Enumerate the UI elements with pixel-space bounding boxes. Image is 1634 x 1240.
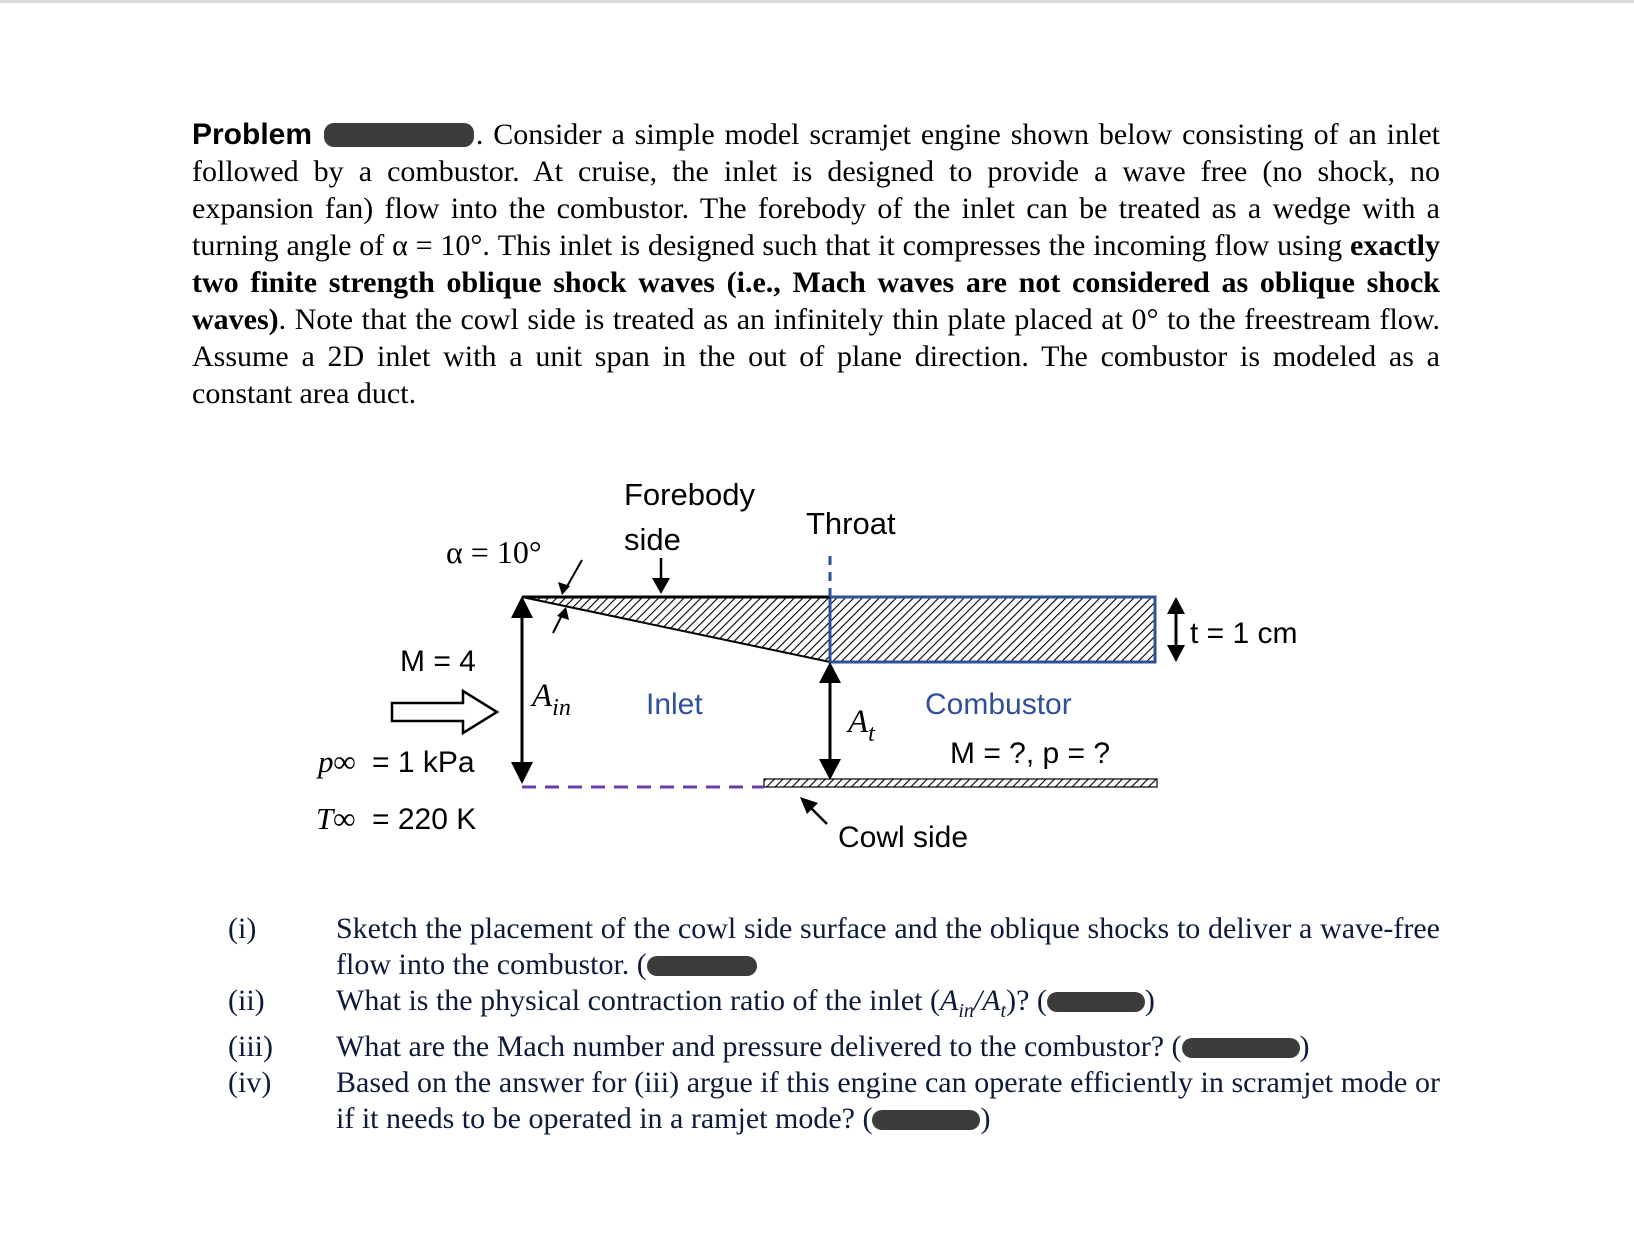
redaction-mark — [872, 1110, 980, 1130]
t-inf-symbol: T∞ — [316, 801, 356, 836]
ain-label-sub: in — [552, 695, 571, 721]
question-text-body: What is the physical contraction ratio of the inlet ( — [336, 984, 940, 1017]
combustor-label: Combustor — [925, 688, 1072, 721]
thickness-label: t = 1 cm — [1190, 617, 1298, 650]
problem-text-2: . Note that the cowl side is treated as an infinitely thin plate placed at 0° to the freestream flow. Assume a 2D inlet with a unit span in the out of plane direction. The combustor is modeled as a constant area duct. — [192, 303, 1440, 410]
at-label — [846, 704, 876, 747]
throat-label: Throat — [806, 506, 896, 541]
at-arrowhead-top — [819, 662, 841, 683]
freestream-arrow — [392, 691, 497, 733]
forebody-wedge — [522, 597, 830, 662]
math-sub-t: t — [1000, 1000, 1007, 1022]
problem-lead: Problem — [192, 118, 313, 151]
p-inf-symbol: p∞ — [318, 744, 356, 779]
at-label-sub: t — [868, 721, 875, 747]
forebody-arrowhead — [652, 578, 670, 594]
question-text-body: Sketch the placement of the cowl side surface and the oblique shocks to deliver a wave-free flow into the combustor. ( — [336, 912, 1440, 981]
cowl-plate — [764, 779, 1157, 787]
redaction-mark — [647, 956, 757, 976]
cowl-side-label: Cowl side — [838, 821, 969, 854]
t-inf-value: = 220 K — [372, 803, 477, 836]
forebody-side-label: side — [624, 522, 681, 557]
ain-label — [530, 678, 571, 721]
question-number: (ii) — [228, 984, 265, 1017]
question-item — [228, 911, 1440, 983]
question-item — [228, 983, 1440, 1029]
mach-label: M = 4 — [400, 645, 476, 678]
p-inf-value: = 1 kPa — [372, 746, 475, 779]
at-arrowhead-bottom — [819, 759, 841, 780]
question-list — [228, 911, 1440, 1137]
inlet-label: Inlet — [646, 688, 703, 721]
at-label-main: A — [848, 704, 869, 740]
question-text — [336, 1065, 1440, 1137]
math-slash: /A — [973, 984, 1001, 1017]
problem-bold-text: exactly two finite strength oblique shock waves (i.e., Mach waves are not considered as oblique shock waves) — [192, 229, 1440, 336]
combustor-state-label: M = ?, p = ? — [950, 737, 1111, 770]
combustor-upper-wall — [830, 597, 1155, 662]
question-text — [336, 1029, 1440, 1065]
question-number: (iv) — [228, 1066, 272, 1099]
question-text — [336, 911, 1440, 983]
question-text-tail: )? ( — [1006, 984, 1047, 1017]
ain-label-main: A — [532, 678, 553, 714]
math-sub-in: in — [958, 1000, 974, 1022]
closing-paren: ) — [980, 1102, 991, 1135]
question-text-body: Based on the answer for (iii) argue if this engine can operate efficiently in scramjet mode or if it needs to be operated in a ramjet mode? ( — [336, 1066, 1440, 1135]
thickness-arrowhead-top — [1167, 597, 1185, 614]
question-number: (i) — [228, 912, 257, 945]
redaction-mark — [1182, 1038, 1300, 1058]
thickness-arrowhead-bottom — [1167, 645, 1185, 662]
question-item — [228, 1029, 1440, 1065]
redaction-mark — [1047, 992, 1145, 1012]
closing-paren: ) — [1144, 984, 1155, 1017]
question-number: (iii) — [228, 1030, 273, 1063]
ain-arrowhead-bottom — [511, 762, 533, 784]
math-a: A — [939, 984, 959, 1017]
alpha-label: α = 10° — [446, 534, 542, 570]
question-text-body: What are the Mach number and pressure delivered to the combustor? ( — [336, 1030, 1182, 1063]
question-item — [228, 1065, 1440, 1137]
problem-text-1: . Consider a simple model scramjet engine shown below consisting of an inlet followed by a combustor. At cruise, the inlet is designed to provide a wave free (no shock, no expansion fan) flow into the combustor. The forebody of the inlet can be treated as a wedge with a turning angle of α = 10°. This inlet is designed such that it compresses the incoming flow using — [192, 118, 1441, 262]
closing-paren: ) — [1299, 1030, 1310, 1063]
question-text — [336, 983, 1440, 1029]
forebody-label: Forebody — [624, 477, 755, 512]
alpha-arrowhead-bottom — [557, 607, 569, 620]
